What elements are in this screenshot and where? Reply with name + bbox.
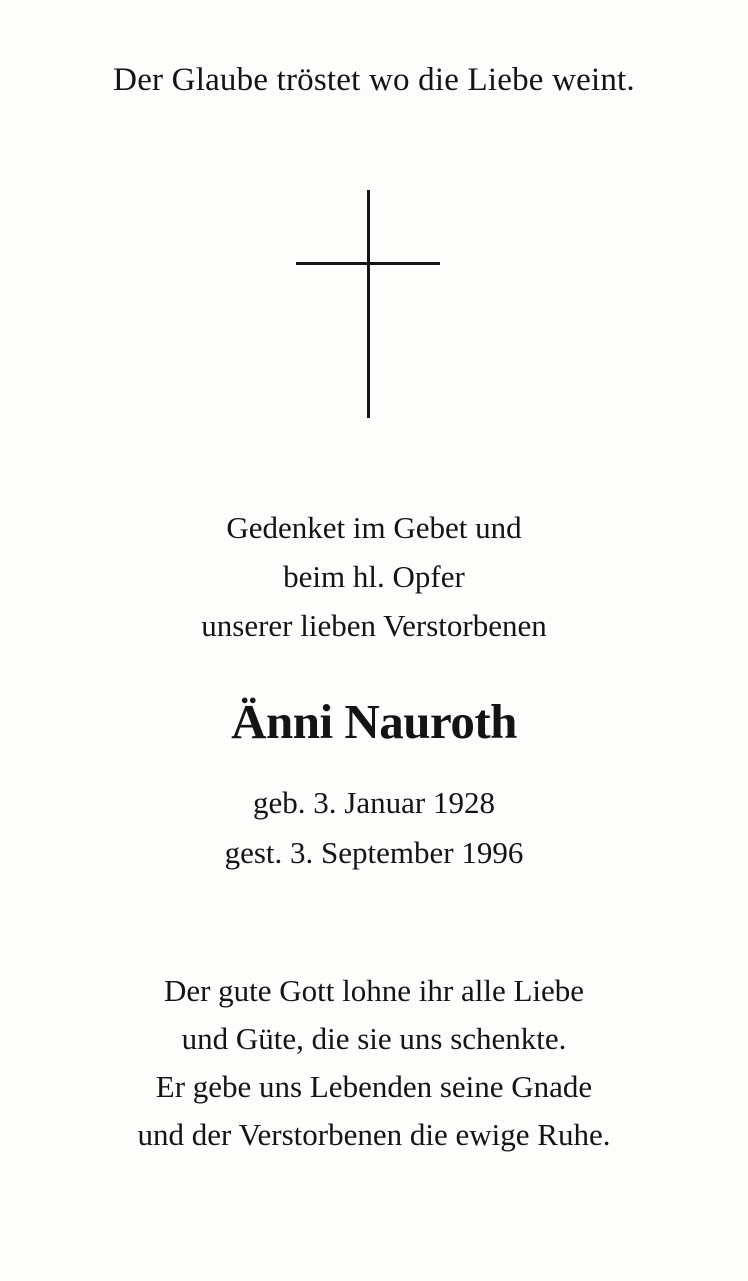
intro-line-1: Gedenket im Gebet und [226,510,522,545]
birth-date: geb. 3. Januar 1928 [253,785,495,820]
intro-line-2: beim hl. Opfer [283,559,465,594]
closing-line-3: Er gebe uns Lebenden seine Gnade [155,1069,593,1104]
deceased-name: Änni Nauroth [231,694,517,749]
intro-line-3: unserer lieben Verstorbenen [201,608,547,643]
closing-line-4: und der Verstorbenen die ewige Ruhe. [137,1117,611,1152]
closing-line-1: Der gute Gott lohne ihr alle Liebe [163,973,585,1008]
motto-text: Der Glaube tröstet wo die Liebe weint. [113,62,635,98]
cross-horizontal-bar [296,262,440,265]
cross-vertical-bar [367,190,370,418]
cross-icon [296,190,440,418]
death-date: gest. 3. September 1996 [224,835,524,870]
closing-line-2: und Güte, die sie uns schenkte. [181,1021,567,1056]
